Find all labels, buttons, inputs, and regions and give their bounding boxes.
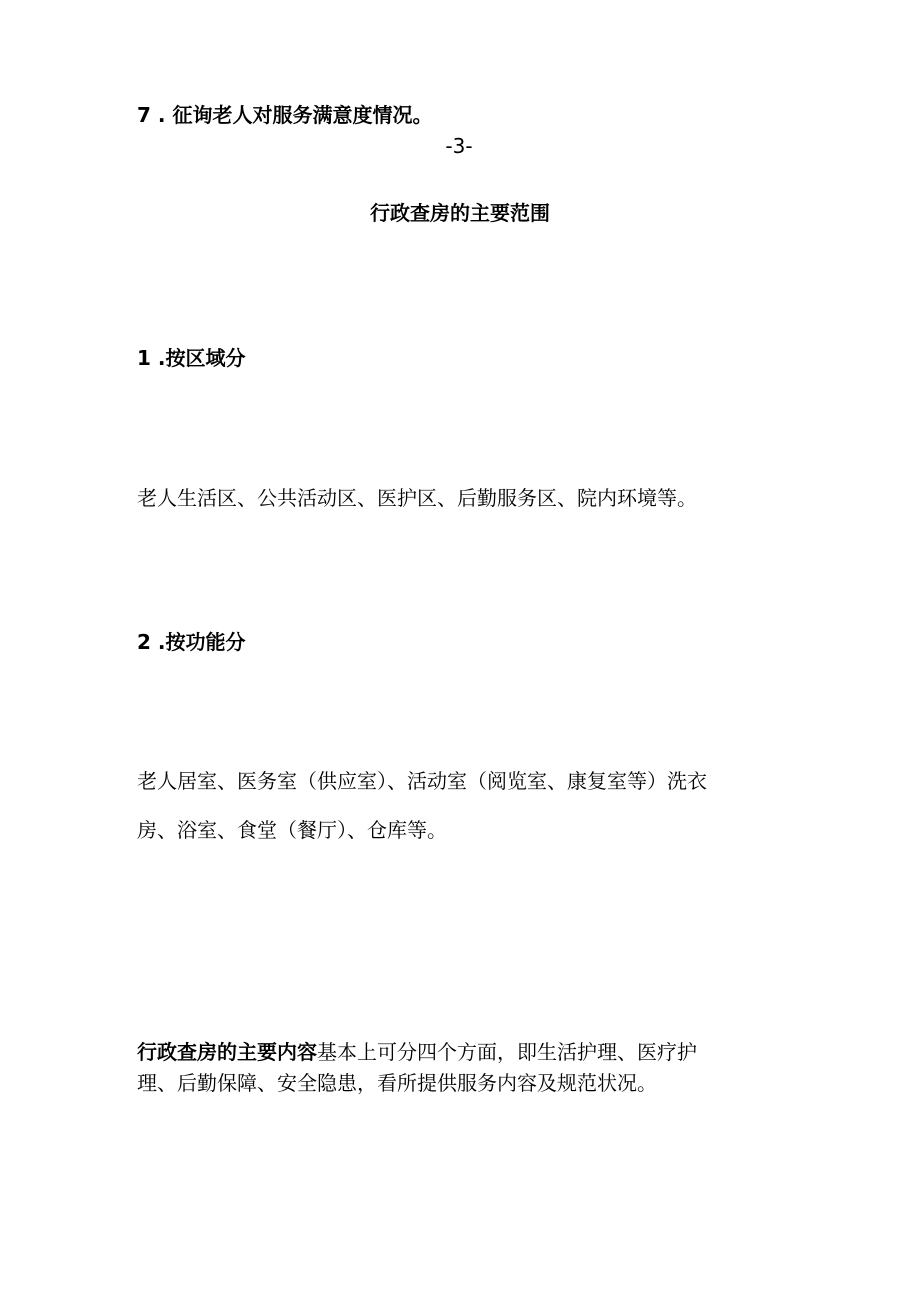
item-7-text: 7 . 征询老人对服务满意度情况。 (137, 103, 433, 127)
section-3-line-1 (137, 1038, 697, 1066)
page-number: -3- (445, 134, 473, 158)
section-2-line-2: 房、浴室、食堂（餐厅）、仓库等。 (137, 818, 447, 842)
section-3-line-1-rest: 基本上可分四个方面，即生活护理、医疗护 (317, 1040, 697, 1064)
section-1-text: 老人生活区、公共活动区、医护区、后勤服务区、院内环境等。 (137, 486, 697, 510)
section-3-line-2: 理、后勤保障、安全隐患，看所提供服务内容及规范状况。 (137, 1071, 657, 1095)
section-3-bold-lead: 行政查房的主要内容 (137, 1040, 317, 1064)
section-2-line-1: 老人居室、医务室（供应室）、活动室（阅览室、康复室等）洗衣 (137, 769, 707, 793)
section-1-heading: 1 .按区域分 (137, 346, 246, 370)
section-title: 行政查房的主要范围 (370, 201, 550, 225)
section-2-heading: 2 .按功能分 (137, 630, 246, 654)
